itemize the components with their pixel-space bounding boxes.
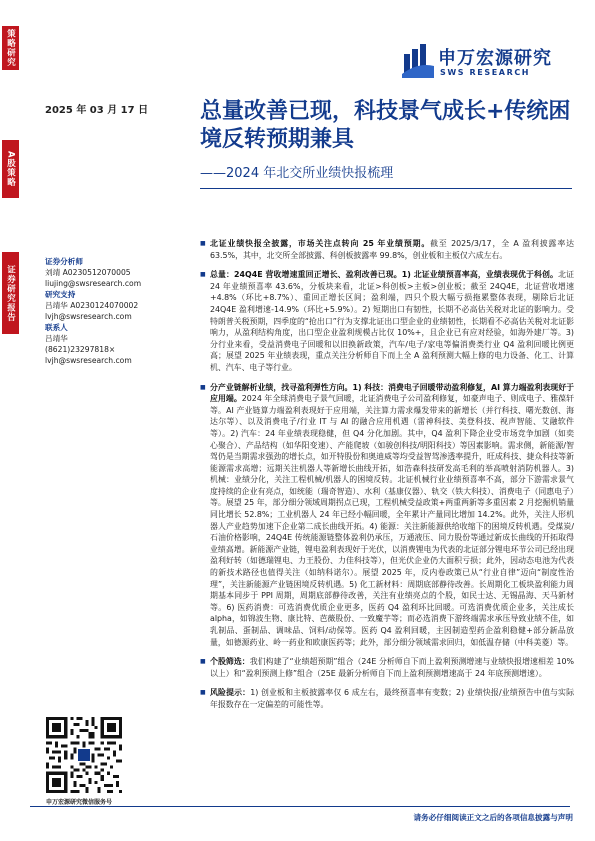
contact-name: 吕靖华 (45, 334, 68, 343)
summary-bullet: ■ 总量：24Q4E 营收增速重回正增长、盈利改善已现。1) 北证业绩预喜率高，业绩表现优于科创。北证 24 年业绩预喜率 43.6%，分板块来看，北证>科创板>主板>创业板；截至 24Q4E，北证营收增速+4.8%（环比+8.7%）、重回正增长区间；盈利端，四只个股大幅亏损拖累整体表现，剔除后北证 24Q4E 盈利增速-14.9%（环比+5.9%）。2) 短期出口有韧性，长期不必高估关税对北证的影响力。受特朗普关税预期，四季度的“抢出口”行为支撑北证出口型企业的业绩韧性，长期看不必高估关税对北证影响力，从盈利结构角度，出口型企业盈利规模占比仅 10%+，且企业已有应对经验，如海外建厂等。3) 分行业来看，受益消费电子回暖和以旧换新政策，汽车/电子/家电等偏消费类行业 Q4 盈利回暖比例更高；展望 2025 年业绩表现，重点关注分析师自下而上全 A 盈利预测大幅上修的电力设备、化工、计算机、汽车、电子等行业。 (200, 269, 574, 373)
analyst-email[interactable]: liujing@swsresearch.com (45, 279, 142, 288)
title-divider (200, 188, 572, 189)
logo-chinese-name: 申万宏源研究 (438, 48, 552, 69)
report-subtitle: ——2024 年北交所业绩快报梳理 (200, 166, 394, 181)
assistant-heading: 研究支持 (45, 290, 76, 299)
qr-code-icon (46, 717, 122, 793)
sws-emblem-icon (402, 44, 434, 78)
report-title: 总量改善已现，科技景气成长+传统困境反转预期兼具 (200, 99, 571, 152)
summary-bullet: ■ 风险提示：1) 创业板和主板披露率仅 6 成左右，最终预喜率有变数；2) 业绩快报/业绩预告中值与实际年报数存在一定偏差的可能性等。 (200, 687, 574, 710)
contact-email[interactable]: lvjh@swsresearch.com (45, 356, 132, 365)
summary-body (200, 238, 574, 719)
qr-caption: 申万宏源研究微信服务号 (46, 799, 113, 806)
assistant-email[interactable]: lvjh@swsresearch.com (45, 312, 132, 321)
report-date: 2025 年 03 月 17 日 (45, 105, 149, 116)
footer-divider (30, 806, 570, 807)
contact-phone: (8621)23297818× (45, 345, 116, 354)
assistant-name: 吕靖华 A0230124070002 (45, 301, 139, 310)
summary-bullet: ■ 分产业链解析业绩，找寻盈利弹性方向。1) 科技：消费电子回暖带动盈利修复，AI 算力端盈利表现好于应用端。2024 年全球消费电子景气回暖，北证消费电子公司盈利修复，如豪声电子、则成电子、雅葆轩等。AI 产业链算力端盈利表现好于应用端，关注算力需求爆发带来的新增长（并行科技、曙光数创、海达尔等）、以及消费电子/行业 IT 与 AI 的融合应用机遇（雷神科技、美登科技、视声智能、艾融软件等）。2) 汽车：24 年业绩表现稳健，但 Q4 分化加剧。其中，Q4 盈利下降企业受市场竞争加剧（如奕心聚合）、产品结构（如华阳变速）、产能爬坡（如骏创科技/明阳科技）等因素影响。需求侧，新能源/智驾仍是当期需求强劲的增长点，如开特股份和奥迪威等均受益智驾渗透率提升，旺成科技、捷众科技等新能源需求高增；远期关注机器人等新增长曲线开拓，如浩森科技研发高毛利的举高喷射消防机器人。3) 机械：业绩分化，关注工程机械/机器人的困境反转。北证机械行业业绩预喜率不高，部分下游需求景气度持续的企业有亮点，如统能（瑞奇智造）、水利（基康仪器）、轨交（铁大科技）、消费电子（同惠电子）等。展望 25 年，部分细分领域周期拐点已现，工程机械受益政策+两重两新等多重因素 2 月挖掘机销量同比增长 52.8%；工业机器人 24 年已经小幅回暖，全年累计产量同比增加 14.2%。此外，关注人形机器人产业趋势加速下企业第二成长曲线开拓。4) 能源：关注新能源供给收缩下的困境反转机遇。受煤炭/石油价格影响，24Q4E 传统能源链整体盈利仍承压，万通液压、同力股份等通过新成长曲线的开拓取得业绩高增。新能源产业链，锂电盈利表现好于光伏，以消费锂电为代表的北证部分锂电环节公司已经出现盈利好转（如德瑞锂电、力王股份、力佳科技等），但光伏企业仍大面积亏损；此外，因动态电池为代表的新技术路径也值得关注（如纳科诺尔）。展望 2025 年，反内卷政策已从“行业自律”迈向“制度性治理”，关注新能源产业链困境反转机遇。5) 化工新材料：周期底部静待改善。长周期化工板块盈利能力周期基本同步于 PPI 周期，周期底部静待改善，关注有业绩亮点的个股，如民士达、无锡晶海、天马新材等。6) 医药消费：可选消费优质企业更多，医药 Q4 盈利环比回暖。可选消费优质企业多，关注成长 alpha，如锦波生物、康比特、芭薇股份、一致魔芋等；而必选消费下游终端需求承压导致业绩不佳，如乳制品、蛋制品、调味品、饲料/动保等。医药 Q4 盈利回暖，主因制造型药企盈利稳健+部分新品放量，如德源药业、岭一药业和欧康医药等；此外，部分细分领域需求回归，如低温存储（中科美菱）等。 (200, 382, 574, 649)
sector-tag: A股策略 (2, 140, 19, 198)
left-sidebar (0, 0, 33, 841)
wechat-qr-code (46, 717, 122, 793)
logo-english-name: SWS RESEARCH (440, 68, 531, 77)
summary-bullet: ■ 北证业绩快报全披露，市场关注点转向 25 年业绩预期。截至 2025/3/17，全 A 盈利披露率达 63.5%，其中，北交所全部披露、科创板披露率 99.8%，创业板和主板仅六成左右。 (200, 238, 574, 261)
category-tag: 策略研究 (2, 26, 19, 70)
contact-heading: 联系人 (45, 323, 68, 332)
analyst-heading: 证券分析师 (45, 257, 83, 266)
summary-bullet: ■ 个股筛选：我们构建了“业绩超预期”组合（24E 分析师自下而上盈利预测增速与业绩快报增速相差 10%以上）和“盈利预测上修”组合（25E 最新分析师自下而上盈利预测增速高于 24 年底预测增速）。 (200, 656, 574, 679)
analyst-contacts (45, 256, 185, 366)
sws-logo (402, 44, 572, 82)
disclaimer-note: 请务必仔细阅读正文之后的各项信息披露与声明 (413, 813, 573, 822)
report-type-tag: 证券研究报告 (2, 252, 19, 334)
analyst-name: 刘靖 A0230512070005 (45, 268, 131, 277)
